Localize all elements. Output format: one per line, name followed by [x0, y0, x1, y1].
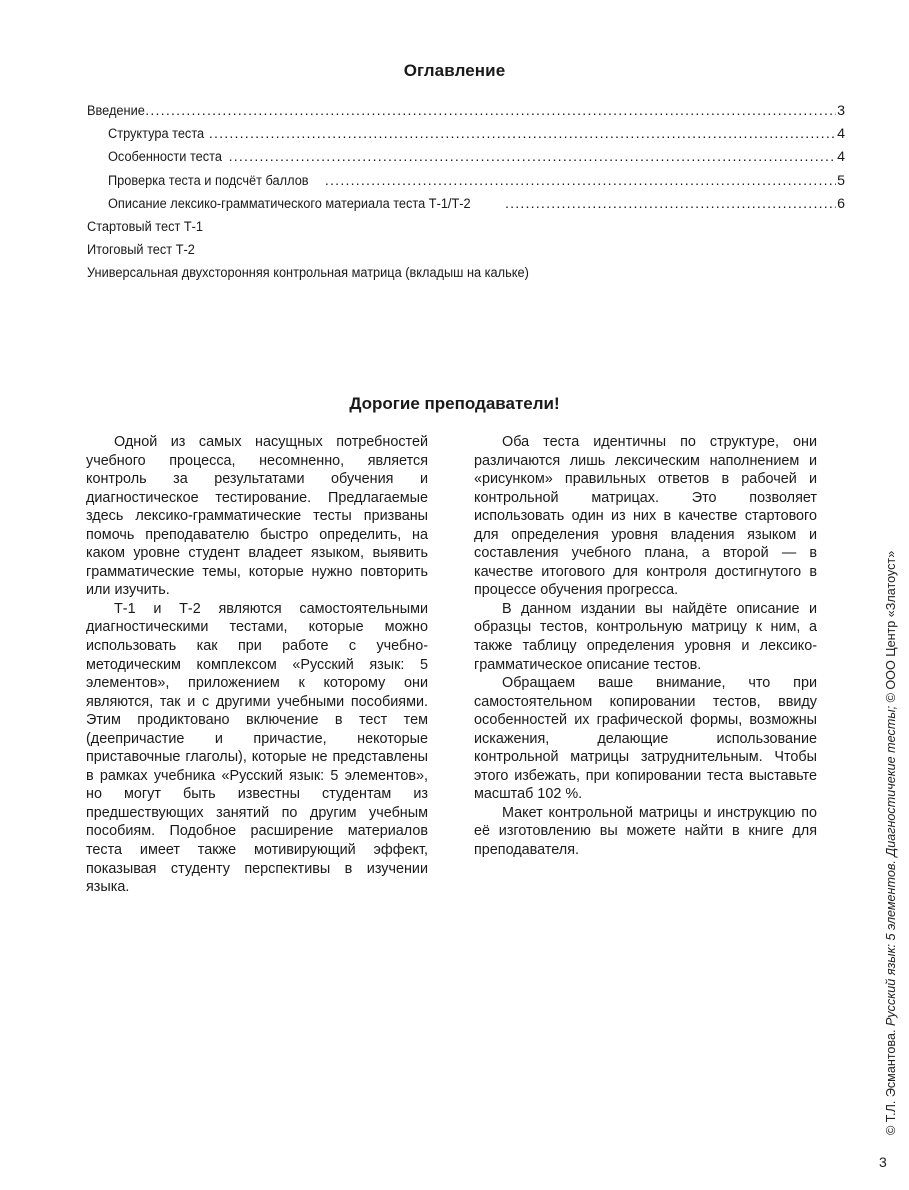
- toc-entry-label: Универсальная двухсторонняя контрольная матрица (вкладыш на кальке): [87, 265, 529, 282]
- paragraph: Одной из самых насущных потребностей учебного процесса, несомненно, является контроль за результатами обучения и диагностическое тестирование. Предлагаемые здесь лексико-грамматические тесты призваны помочь преподавателю быстро определить, на каком уровне студент владеет языком, выявить грамматические темы, которые нужно повторить или изучить.: [86, 434, 428, 599]
- toc-entry[interactable]: [87, 170, 845, 193]
- paragraph: Оба теста идентичны по структуре, они различаются лишь лексическим наполнением и «рисунком» правильных ответов в рабочей и контрольной матрицах. Это позволяет использовать один из них в качестве стартового для определения уровня владения языком и составления учебного плана, а второй — в качестве итогового для контроля достигнутого в процессе обучения прогресса.: [474, 434, 817, 599]
- toc-dot-leader: [505, 193, 836, 216]
- toc-entry-page: 5: [837, 172, 845, 189]
- toc-entry-label: Проверка теста и подсчёт баллов: [108, 172, 309, 189]
- toc-entry-label: Структура теста: [108, 126, 205, 143]
- copyright-notice: [884, 495, 898, 1135]
- paragraph: Т-1 и Т-2 являются самостоятельными диагностическими тестами, которые можно использовать как при работе с учебно-методическим комплексом «Русский язык: 5 элементов», приложением к которому они являются, так и с другими учебными пособиями. Этим продиктовано включение в тест тем (деепричастие и причастие, некоторые приставочные глаголы), которые не представлены в рамках учебника «Русский язык: 5 элементов», но могут быть известны студентам из предшествующих занятий по другим учебным пособиям. Подобное расширение материалов теста имеет также мотивирующий эффект, показывая студенту перспективы в изучении языка.: [86, 600, 428, 896]
- toc-entry[interactable]: [87, 146, 845, 169]
- toc-entry[interactable]: [87, 216, 845, 239]
- toc-dot-leader: [325, 170, 836, 193]
- toc-entry-label: Описание лексико-грамматического материала теста Т-1/Т-2: [108, 195, 471, 212]
- paragraph: Обращаем ваше внимание, что при самостоятельном копировании тестов, ввиду особенностей их графической формы, возможны искажения, делающие использование контрольной матрицы затруднительным. Чтобы этого избежать, при копировании теста выставьте масштаб 102 %.: [474, 675, 817, 803]
- table-of-contents: [87, 100, 845, 286]
- page-number: 3: [879, 1154, 887, 1170]
- toc-entry-page: 6: [837, 195, 845, 212]
- toc-entry-page: 3: [837, 103, 845, 119]
- toc-dot-leader: [209, 123, 836, 146]
- copyright-prefix: © Т.Л. Эсмантова.: [884, 1026, 898, 1135]
- toc-entry-label: Стартовый тест Т-1: [87, 218, 204, 235]
- toc-entry-label: Введение: [87, 103, 145, 119]
- toc-title: Оглавление: [403, 61, 506, 80]
- intro-title: Дорогие преподаватели!: [349, 394, 560, 413]
- toc-entry-label: Особенности теста: [108, 149, 222, 166]
- toc-entry[interactable]: [87, 239, 845, 262]
- toc-entry-page: 4: [837, 149, 845, 166]
- toc-entry-label: Итоговый тест Т-2: [87, 242, 195, 259]
- copyright-book-title: Русский язык: 5 элементов. Диагностичекие тесты;: [884, 705, 898, 1027]
- toc-entry-page: 4: [837, 126, 845, 143]
- intro-left-column: [86, 433, 428, 897]
- toc-dot-leader: [229, 146, 837, 169]
- intro-right-column: [474, 433, 817, 860]
- toc-entry[interactable]: [87, 100, 845, 123]
- copyright-suffix: © ООО Центр «Златоуст»: [884, 550, 898, 706]
- toc-entry[interactable]: [87, 262, 845, 285]
- paragraph: Макет контрольной матрицы и инструкцию по её изготовлению вы можете найти в книге для преподавателя.: [474, 804, 817, 859]
- paragraph: В данном издании вы найдёте описание и образцы тестов, контрольную матрицу к ним, а также таблицу определения уровня и лексико-грамматическое описание тестов.: [474, 600, 817, 673]
- toc-dot-leader: [145, 100, 836, 123]
- toc-entry[interactable]: [87, 193, 845, 216]
- toc-entry[interactable]: [87, 123, 845, 146]
